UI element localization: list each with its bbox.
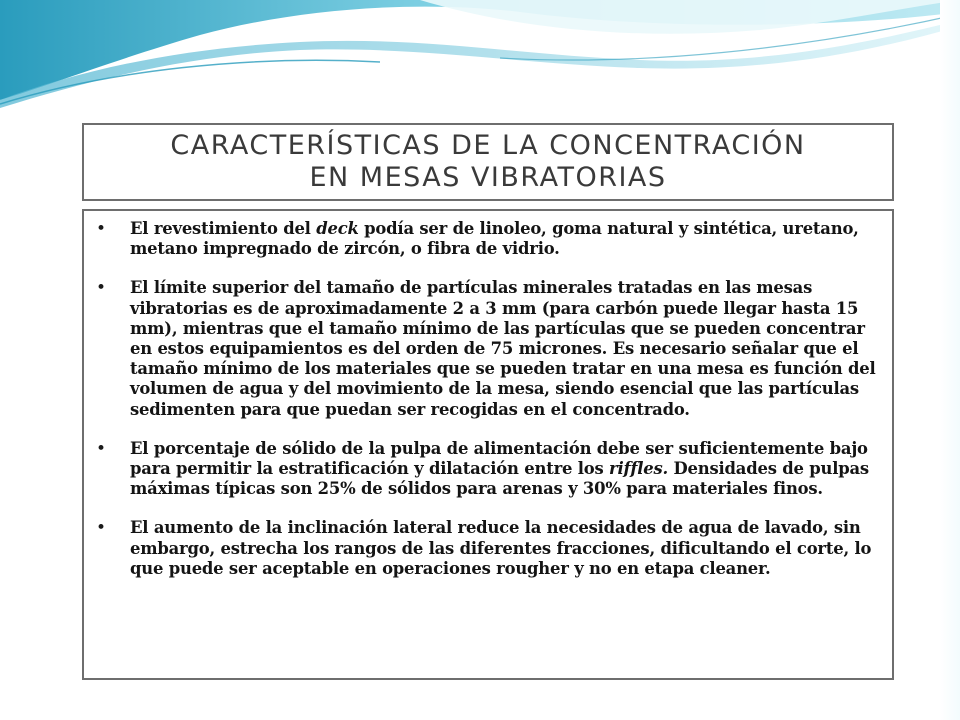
bullet-text-3 <box>130 439 880 500</box>
bullet-item-3 <box>90 439 880 500</box>
bullet-text-4: El aumento de la inclinación lateral reduce la necesidades de agua de lavado, sin embargo, estrecha los rangos de las diferentes fracciones, dificultando el corte, lo que puede ser aceptable en operaciones rougher y no en etapa cleaner. <box>130 518 872 578</box>
bullet-1-text-part: El revestimiento del <box>130 219 317 238</box>
right-edge-shade <box>940 0 960 720</box>
bullet-marker: • <box>96 518 107 539</box>
slide-title-box <box>82 123 894 201</box>
slide-title-line-2: EN MESAS VIBRATORIAS <box>309 162 667 193</box>
bullet-text-2: El límite superior del tamaño de partículas minerales tratadas en las mesas vibratorias es de aproximadamente 2 a 3 mm (para carbón puede llegar hasta 15 mm), mientras que el tamaño mínimo de las partículas que se pueden concentrar en estos equipamientos es del orden de 75 micrones. Es necesario señalar que el tamaño mínimo de los materiales que se pueden tratar en una mesa es función del volumen de agua y del movimiento de la mesa, siendo esencial que las partículas sedimenten para que puedan ser recogidas en el concentrado. <box>130 278 876 419</box>
bullet-3-text-part: Densidades de pulpas máximas típicas son 25% de sólidos para arenas y 30% para materiales finos. <box>130 459 869 499</box>
bullet-text-1 <box>130 219 880 259</box>
bullet-item-4 <box>90 518 880 579</box>
bullet-list <box>90 219 880 579</box>
slide-title-line-1: CARACTERÍSTICAS DE LA CONCENTRACIÓN <box>170 130 806 161</box>
bullet-1-text-part: podía ser de linoleo, goma natural y sintética, uretano, metano impregnado de zircón, o fibra de vidrio. <box>130 219 859 259</box>
content-box <box>82 209 894 680</box>
bullet-3-italic-term: riffles. <box>609 459 668 479</box>
bullet-marker: • <box>96 219 107 239</box>
header-wave-decoration <box>0 0 960 120</box>
bullet-item-2 <box>90 278 880 419</box>
bullet-1-italic-term: deck <box>316 219 359 238</box>
bullet-marker: • <box>96 438 107 459</box>
bullet-item-1 <box>90 219 880 259</box>
bullet-marker: • <box>96 278 107 299</box>
bullet-3-text-part: El porcentaje de sólido de la pulpa de alimentación debe ser suficientemente bajo para permitir la estratificación y dilatación entre los <box>130 438 868 479</box>
